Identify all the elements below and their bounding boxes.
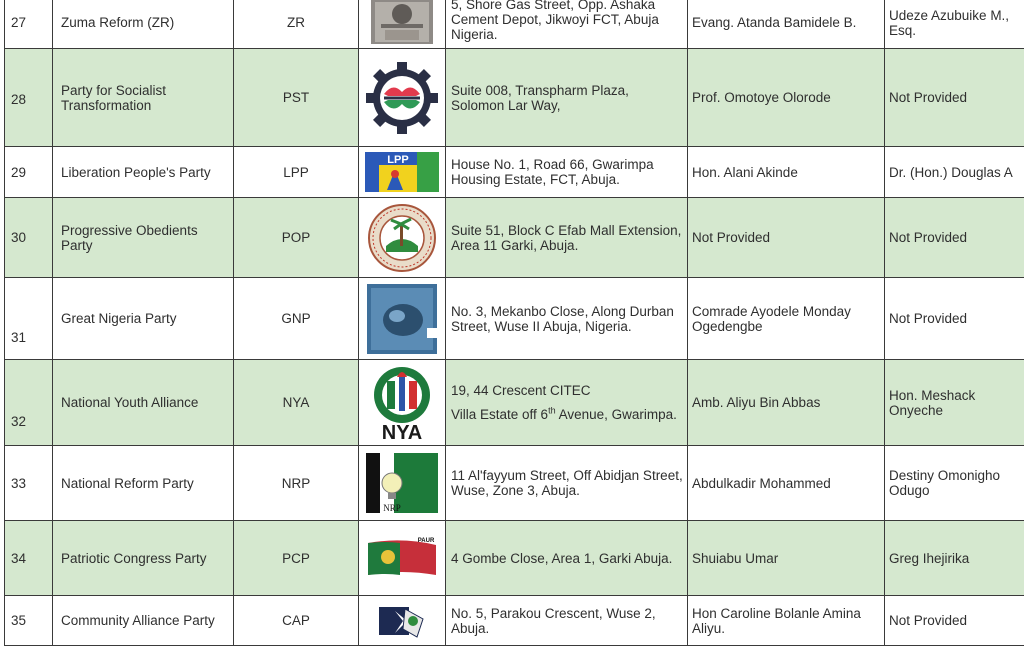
party-abbreviation: PST [234, 49, 359, 147]
party-name: Progressive Obedients Party [53, 198, 234, 278]
party-secretary: Hon. Meshack Onyeche [885, 360, 1024, 446]
party-address: 11 Al'fayyum Street, Off Abidjan Street, Wuse, Zone 3, Abuja. [446, 446, 688, 521]
party-secretary: Greg Ihejirika [885, 521, 1024, 596]
nya-logo-text: NYA [381, 421, 423, 441]
party-chairman: Hon. Alani Akinde [688, 147, 885, 198]
party-address: 5, Shore Gas Street, Opp. Ashaka Cement Depot, Jikwoyi FCT, Abuja Nigeria. [446, 0, 688, 49]
row-number: 27 [5, 0, 53, 49]
party-logo-cell [359, 596, 446, 646]
party-abbreviation: POP [234, 198, 359, 278]
nrp-logo-text: NRP [383, 503, 401, 513]
party-chairman: Hon Caroline Bolanle Amina Aliyu. [688, 596, 885, 646]
table-row [5, 596, 1024, 646]
party-secretary: Not Provided [885, 49, 1024, 147]
nrp-bulb-logo-icon [366, 453, 438, 513]
gnp-logo-icon [367, 284, 437, 354]
table-row [5, 198, 1024, 278]
party-abbreviation: NRP [234, 446, 359, 521]
party-secretary: Destiny Omonigho Odugo [885, 446, 1024, 521]
party-address: Suite 008, Transpharm Plaza, Solomon Lar Way, [446, 49, 688, 147]
row-number: 28 [5, 49, 53, 147]
party-address: House No. 1, Road 66, Gwarimpa Housing Estate, FCT, Abuja. [446, 147, 688, 198]
row-number: 29 [5, 147, 53, 198]
party-secretary: Not Provided [885, 198, 1024, 278]
party-secretary: Dr. (Hon.) Douglas A [885, 147, 1024, 198]
row-number: 33 [5, 446, 53, 521]
party-abbreviation: LPP [234, 147, 359, 198]
party-name: Great Nigeria Party [53, 278, 234, 360]
row-number: 31 [5, 278, 53, 360]
table-row [5, 521, 1024, 596]
party-chairman: Shuiabu Umar [688, 521, 885, 596]
table-row [5, 147, 1024, 198]
party-logo-cell [359, 278, 446, 360]
party-name: National Reform Party [53, 446, 234, 521]
table-row [5, 49, 1024, 147]
lpp-logo-text: LPP [387, 154, 409, 166]
party-address: No. 3, Mekanbo Close, Along Durban Street, Wuse II Abuja, Nigeria. [446, 278, 688, 360]
party-logo-cell [359, 147, 446, 198]
party-secretary: Not Provided [885, 278, 1024, 360]
pop-seal-logo-icon [366, 202, 438, 274]
party-address: No. 5, Parakou Crescent, Wuse 2, Abuja. [446, 596, 688, 646]
party-name: Zuma Reform (ZR) [53, 0, 234, 49]
table-row [5, 360, 1024, 446]
row-number: 30 [5, 198, 53, 278]
table-row [5, 446, 1024, 521]
party-chairman: Abdulkadir Mohammed [688, 446, 885, 521]
party-name: Liberation People's Party [53, 147, 234, 198]
party-logo-cell [359, 360, 446, 446]
party-secretary: Udeze Azubuike M., Esq. [885, 0, 1024, 49]
party-abbreviation: ZR [234, 0, 359, 49]
party-name: Patriotic Congress Party [53, 521, 234, 596]
party-address: 4 Gombe Close, Area 1, Garki Abuja. [446, 521, 688, 596]
party-abbreviation: PCP [234, 521, 359, 596]
party-logo-cell [359, 49, 446, 147]
party-name: National Youth Alliance [53, 360, 234, 446]
party-logo-cell [359, 446, 446, 521]
party-name: Community Alliance Party [53, 596, 234, 646]
party-name: Party for Socialist Transformation [53, 49, 234, 147]
table-row [5, 0, 1024, 49]
party-chairman: Evang. Atanda Bamidele B. [688, 0, 885, 49]
party-chairman: Not Provided [688, 198, 885, 278]
row-number: 35 [5, 596, 53, 646]
party-address: Suite 51, Block C Efab Mall Extension, Area 11 Garki, Abuja. [446, 198, 688, 278]
zr-logo-icon [371, 0, 433, 44]
party-secretary: Not Provided [885, 596, 1024, 646]
party-chairman: Prof. Omotoye Olorode [688, 49, 885, 147]
pcp-flag-logo-icon [366, 535, 438, 581]
party-abbreviation: NYA [234, 360, 359, 446]
lpp-logo-icon [365, 152, 439, 192]
party-logo-cell [359, 0, 446, 49]
party-chairman: Comrade Ayodele Monday Ogedengbe [688, 278, 885, 360]
cap-logo-icon [377, 601, 427, 641]
pcp-logo-text: PAUR [417, 538, 435, 544]
party-address: 19, 44 Crescent CITEC Villa Estate off 6th Avenue, Gwarimpa. [446, 360, 688, 446]
pst-gear-logo-icon [364, 57, 440, 139]
party-abbreviation: CAP [234, 596, 359, 646]
row-number: 34 [5, 521, 53, 596]
political-parties-table [4, 0, 1024, 646]
party-chairman: Amb. Aliyu Bin Abbas [688, 360, 885, 446]
nya-logo-icon [365, 365, 439, 441]
table-row [5, 278, 1024, 360]
party-logo-cell [359, 521, 446, 596]
party-abbreviation: GNP [234, 278, 359, 360]
party-logo-cell [359, 198, 446, 278]
row-number: 32 [5, 360, 53, 446]
